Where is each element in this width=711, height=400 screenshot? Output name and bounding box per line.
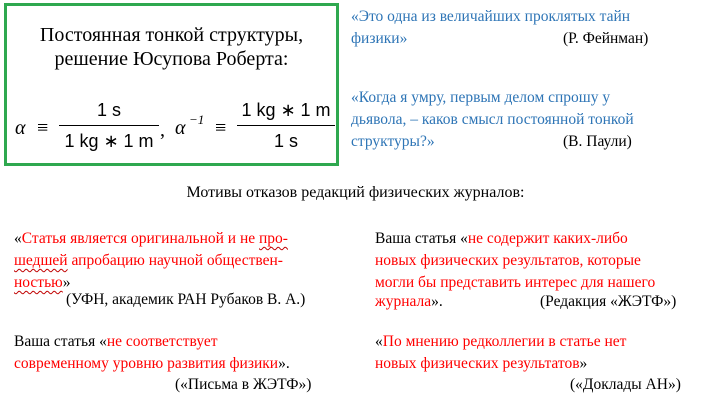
- dan-source: («Доклады АН»): [570, 376, 681, 393]
- letters-source: («Письма в ЖЭТФ»): [175, 376, 312, 393]
- ufn-text-3a: ностью: [14, 274, 63, 291]
- formula-box: [4, 3, 339, 166]
- letters-text-2: современному уровню развития физики: [14, 355, 279, 372]
- rejection-motives-heading: Мотивы отказов редакций физических журналов:: [186, 184, 525, 201]
- jetf-quote-line-3: могли бы представить интерес для нашего: [375, 274, 656, 291]
- fraction-1-numerator: 1 s: [96, 100, 121, 120]
- equiv-sign-2: ≡: [215, 117, 227, 139]
- dan-close-quote: »: [579, 355, 588, 372]
- alpha-symbol: α: [15, 117, 26, 139]
- box-title-line-1: Постоянная тонкой структуры,: [39, 24, 304, 46]
- fraction-1: [59, 98, 159, 153]
- ufn-text-1a: Статья является оригинальной и не: [21, 230, 260, 247]
- fraction-2-bar: [237, 125, 335, 126]
- letters-close-quote: ».: [278, 355, 290, 372]
- ufn-quote-line-3: [14, 272, 70, 294]
- comma: ,: [160, 119, 165, 141]
- jetf-quote-line-4: [375, 291, 443, 313]
- jetf-quote-line-1: [375, 228, 628, 250]
- fraction-1-denominator: 1 kg ∗ 1 m: [64, 131, 154, 151]
- dan-text-1: По мнению редколлегии в статье нет: [382, 333, 627, 350]
- ufn-text-2a: шедшей: [14, 252, 68, 269]
- jetf-close-quote: ».: [431, 293, 443, 310]
- jetf-prefix: Ваша статья «: [375, 230, 468, 247]
- inverse-exponent: −1: [189, 112, 205, 127]
- ufn-text-2b: апробацию научной обществен-: [67, 252, 283, 269]
- ufn-source: (УФН, академик РАН Рубаков В. А.): [66, 291, 306, 308]
- jetf-quote-line-2: новых физических результатов, которые: [375, 252, 641, 269]
- equiv-sign-1: ≡: [37, 117, 49, 139]
- ufn-close-quote: »: [62, 274, 71, 291]
- ufn-open-quote: «: [14, 230, 22, 247]
- dan-open-quote: «: [375, 333, 383, 350]
- fraction-1-bar: [59, 125, 159, 126]
- dan-quote-line-1: [375, 331, 626, 353]
- pauli-quote-line-2: дьявола, – каков смысл постоянной тонкой: [351, 111, 634, 128]
- jetf-text-1: не содержит каких-либо: [467, 230, 628, 247]
- pauli-quote-line-3: структуры?»: [351, 133, 435, 150]
- letters-quote-line-2: [14, 353, 290, 375]
- jetf-text-4: журнала: [375, 293, 432, 310]
- alpha-inverse-symbol: α: [175, 117, 186, 139]
- fraction-2-numerator: 1 kg ∗ 1 m: [241, 100, 331, 120]
- letters-quote-line-1: [14, 331, 218, 353]
- ufn-quote-line-2: [14, 250, 283, 272]
- letters-text-1: не соответствует: [106, 333, 218, 350]
- feynman-quote-line-2: физики»: [351, 30, 408, 47]
- box-title-line-2: решение Юсупова Роберта:: [54, 48, 289, 70]
- ufn-text-1b: про-: [259, 230, 288, 247]
- dan-text-2: новых физических результатов: [375, 355, 580, 372]
- feynman-author: (Р. Фейнман): [563, 30, 649, 47]
- letters-prefix: Ваша статья «: [14, 333, 107, 350]
- pauli-quote-line-1: «Когда я умру, первым делом спрошу у: [351, 89, 611, 106]
- ufn-quote-line-1: [14, 228, 288, 250]
- fraction-2-denominator: 1 s: [273, 131, 298, 151]
- jetf-source: (Редакция «ЖЭТФ»): [540, 293, 677, 310]
- pauli-author: (В. Паули): [563, 133, 632, 150]
- fraction-2: [237, 98, 335, 153]
- dan-quote-line-2: [375, 353, 587, 375]
- feynman-quote-line-1: «Это одна из величайших проклятых тайн: [351, 8, 631, 25]
